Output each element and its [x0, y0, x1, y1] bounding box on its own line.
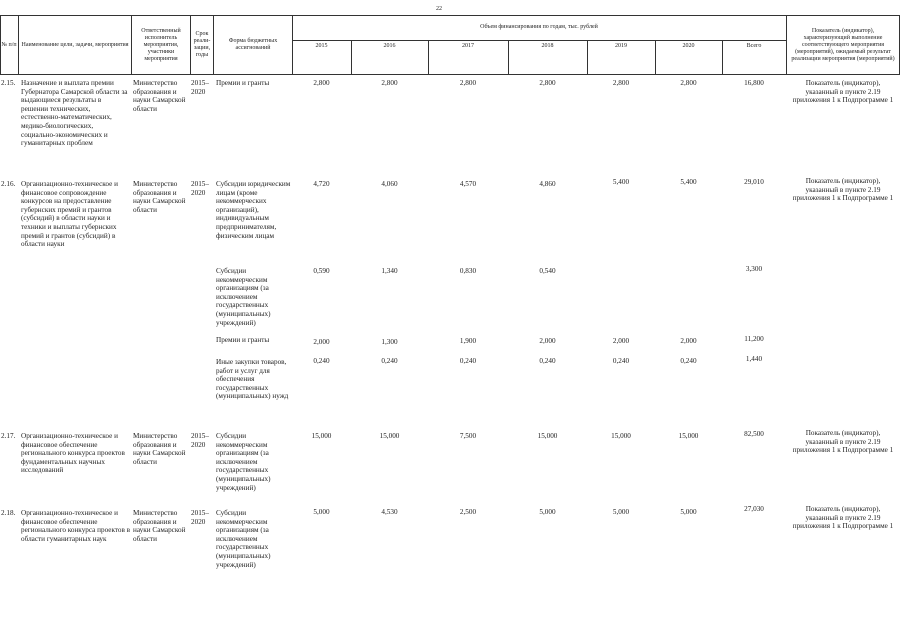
value-cell: 1,300 — [381, 338, 398, 346]
header-year: 2019 — [615, 42, 627, 49]
value-cell: 4,570 — [459, 180, 477, 188]
row-form: Премии и гранты — [216, 79, 270, 87]
row-name: Назначение и выплата премии Губернатора Самарской области за выдающиеся результаты в решении технических, естественно-математических, медико-биологических, социально-экономических и гуманитарных проблем — [21, 79, 128, 148]
row-form: Субсидии некоммерческим организациям (за исключением государственных (муниципальных) учреждений) — [216, 432, 271, 492]
row-form: Иные закупки товаров, работ и услуг для обеспечения государственных (муниципальных) нужд — [216, 358, 289, 401]
value-cell: 2,500 — [459, 508, 477, 516]
value-cell: 0,240 — [313, 357, 330, 365]
header-indicator: Показатель (индикатор), характеризующий выполнение соответствующего мероприятия (мероприятий), ожидаемый результат реализации мероприятия (мероприятий) — [791, 27, 895, 62]
row-number: 2.15. — [1, 79, 16, 87]
row-responsible: Министерство образования и науки Самарской области — [133, 432, 186, 466]
total-cell: 1,440 — [745, 355, 763, 363]
header-year: 2017 — [462, 42, 474, 49]
row-form: Субсидии некоммерческим организациям (за исключением государственных (муниципальных) учреждений) — [216, 267, 271, 327]
header-num: № п/п — [1, 41, 17, 48]
row-indicator: Показатель (индикатор), указанный в пункте 2.19 приложения 1 к Подпрограмме 1 — [792, 177, 894, 203]
value-cell: 0,240 — [680, 357, 697, 365]
value-cell: 2,800 — [381, 79, 398, 87]
page-number: 22 — [436, 6, 442, 12]
value-cell: 0,240 — [459, 357, 477, 365]
value-cell: 5,000 — [680, 508, 697, 516]
header-year: 2018 — [541, 42, 554, 49]
header-year-total: Всего — [746, 42, 762, 49]
value-cell: 2,000 — [612, 337, 630, 345]
total-cell: 3,300 — [745, 265, 763, 273]
row-number: 2.16. — [1, 180, 16, 188]
header-year: 2016 — [383, 42, 396, 49]
total-cell: 82,500 — [744, 430, 764, 438]
value-cell: 1,340 — [381, 267, 398, 275]
value-cell: 0,540 — [539, 267, 556, 275]
header-responsible: Ответственный исполнитель мероприятия, участники мероприятия — [141, 27, 181, 62]
value-cell: 5,400 — [612, 178, 630, 186]
value-cell: 2,800 — [612, 79, 630, 87]
header-form: Форма бюджетных ассигнований — [228, 38, 278, 51]
row-indicator: Показатель (индикатор), указанный в пункте 2.19 приложения 1 к Подпрограмме 1 — [792, 505, 894, 531]
value-cell: 2,800 — [680, 79, 697, 87]
row-form: Субсидии некоммерческим организациям (за исключением государственных (муниципальных) учреждений) — [216, 509, 271, 569]
row-responsible: Министерство образования и науки Самарской области — [133, 180, 186, 214]
value-cell: 0,240 — [539, 357, 556, 365]
value-cell: 5,000 — [612, 508, 630, 516]
row-number: 2.18. — [1, 509, 16, 517]
value-cell: 4,060 — [381, 180, 398, 188]
value-cell: 2,000 — [680, 337, 697, 345]
value-cell: 7,500 — [459, 432, 477, 440]
row-term: 2015–2020 — [191, 432, 209, 449]
header-name: Наименование цели, задачи, мероприятия — [21, 41, 129, 48]
value-cell: 5,400 — [680, 178, 697, 186]
row-name: Организационно-техническое и финансовое обеспечение регионального конкурса проектов фундаментальных научных исследований — [21, 432, 125, 475]
value-cell: 2,000 — [539, 337, 556, 345]
value-cell: 0,240 — [612, 357, 630, 365]
row-responsible: Министерство образования и науки Самарской области — [133, 79, 186, 113]
value-cell: 4,530 — [381, 508, 398, 516]
value-cell: 4,720 — [313, 180, 330, 188]
row-indicator: Показатель (индикатор), указанный в пункте 2.19 приложения 1 к Подпрограмме 1 — [792, 79, 894, 105]
value-cell: 0,830 — [459, 267, 477, 275]
value-cell: 4,860 — [539, 180, 556, 188]
row-term: 2015–2020 — [191, 79, 209, 96]
value-cell: 2,800 — [459, 79, 477, 87]
value-cell: 5,000 — [539, 508, 556, 516]
row-term: 2015–2020 — [191, 509, 209, 526]
total-cell: 11,200 — [744, 335, 764, 343]
value-cell: 1,900 — [459, 337, 477, 345]
value-cell: 15,000 — [379, 432, 400, 440]
header-year: 2020 — [682, 42, 695, 49]
row-form: Субсидии юридическим лицам (кроме некоммерческих организаций), индивидуальным предпринимателям, физическим лицам — [216, 180, 291, 240]
row-indicator: Показатель (индикатор), указанный в пункте 2.19 приложения 1 к Подпрограмме 1 — [792, 429, 894, 455]
row-name: Организационно-техническое и финансовое обеспечение регионального конкурса проектов в области гуманитарных наук — [21, 509, 131, 543]
row-form: Премии и гранты — [216, 336, 270, 344]
header-year: 2015 — [315, 42, 328, 49]
value-cell: 15,000 — [537, 432, 558, 440]
value-cell: 2,800 — [539, 79, 556, 87]
total-cell: 16,800 — [744, 79, 764, 87]
value-cell: 0,240 — [381, 357, 398, 365]
value-cell: 2,800 — [313, 79, 330, 87]
row-responsible: Министерство образования и науки Самарской области — [133, 509, 186, 543]
row-name: Организационно-техническое и финансовое сопровождение конкурсов на предоставление губернских премий и грантов (субсидий) в области науки и техники и выплаты губернских премий и грантов (субсидий) в области науки — [21, 180, 118, 249]
value-cell: 2,000 — [313, 338, 330, 346]
value-cell: 15,000 — [611, 432, 631, 440]
value-cell: 0,590 — [313, 267, 330, 275]
row-number: 2.17. — [1, 432, 16, 440]
header-funding: Объем финансирования по годам, тыс. рублей — [480, 23, 598, 30]
value-cell: 15,000 — [311, 432, 332, 440]
value-cell: 5,000 — [313, 508, 330, 516]
total-cell: 29,010 — [744, 178, 764, 186]
value-cell: 15,000 — [678, 432, 699, 440]
row-term: 2015–2020 — [191, 180, 209, 197]
total-cell: 27,030 — [744, 505, 764, 513]
header-term: Срок реали-зации, годы — [193, 31, 211, 58]
